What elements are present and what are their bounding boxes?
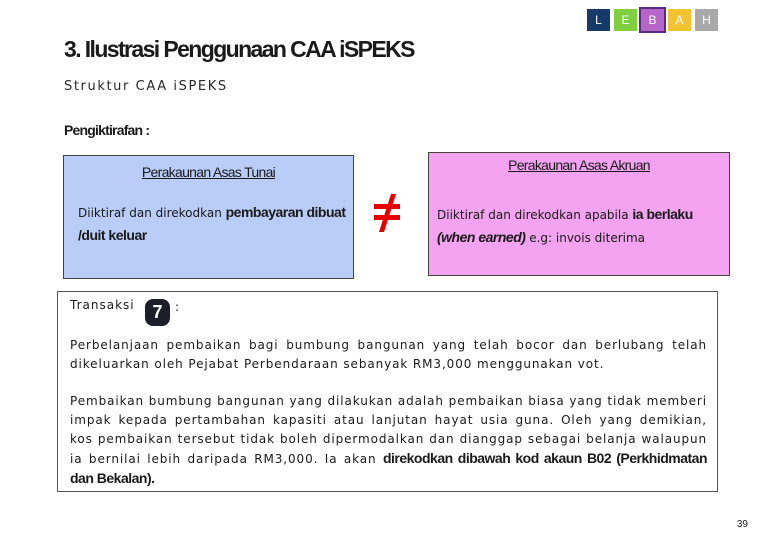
nav-item-h[interactable] xyxy=(695,9,718,31)
nav-item-label: L xyxy=(595,13,602,27)
nav-item-label: B xyxy=(648,13,657,27)
nav-item-label: H xyxy=(702,13,711,27)
transaction-explanation xyxy=(70,392,707,489)
page-title: 3. Ilustrasi Penggunaan CAA iSPEKS xyxy=(64,36,414,62)
cash-basis-box xyxy=(63,155,354,279)
transaction-box xyxy=(57,291,718,492)
accrual-basis-body xyxy=(437,203,723,249)
nav-item-b[interactable] xyxy=(641,9,664,31)
nav-item-label: E xyxy=(621,13,630,27)
nav-item-e[interactable] xyxy=(614,9,637,31)
accrual-basis-emphasis: ia berlaku xyxy=(632,206,693,222)
accrual-basis-box xyxy=(428,152,730,276)
transaction-colon: : xyxy=(175,300,180,314)
page-number: 39 xyxy=(736,519,748,530)
transaction-explanation-text: Pembaikan bumbung bangunan yang dilakukan adalah pembaikan biasa yang tidak memberi impak kepada pertambahan kapasiti atau lanjutan hayat usia guna. Oleh yang demikian, kos pembaikan tersebut tidak boleh dipermodalkan dan dianggap sebagai belanja walaupun ia bernilai lebih daripada RM3,000. Ia akan xyxy=(70,394,707,466)
section-label: Pengiktirafan : xyxy=(64,122,150,138)
transaction-explanation-emphasis: direkodkan dibawah kod akaun B02 (Perkhidmatan dan Bekalan). xyxy=(70,450,707,486)
accrual-basis-when-earned: (when earned) xyxy=(437,229,526,245)
cash-basis-body xyxy=(78,201,347,247)
accrual-basis-text: Diiktiraf dan direkodkan apabila xyxy=(437,208,633,222)
cash-basis-heading: Perakaunan Asas Tunai xyxy=(141,164,276,180)
cash-basis-text: Diiktiraf dan direkodkan xyxy=(78,206,226,220)
transaction-description: Perbelanjaan pembaikan bagi bumbung bangunan yang telah bocor dan berlubang telah dikeluarkan oleh Pejabat Perbendaraan sebanyak RM3,000 menggunakan vot. xyxy=(70,338,707,371)
not-equal-icon xyxy=(369,190,405,236)
nav-item-a[interactable] xyxy=(668,9,691,31)
transaction-label: Transaksi xyxy=(70,298,135,312)
transaction-number-badge: 7 xyxy=(145,299,170,326)
section-nav xyxy=(587,9,718,31)
cash-basis-emphasis: pembayaran dibuat /duit keluar xyxy=(78,204,346,243)
accrual-basis-example: e.g: invois diterima xyxy=(525,231,646,245)
accrual-basis-heading: Perakaunan Asas Akruan xyxy=(508,157,650,173)
nav-item-l[interactable] xyxy=(587,9,610,31)
page-subtitle: Struktur CAA iSPEKS xyxy=(64,79,228,94)
nav-item-label: A xyxy=(675,13,684,27)
